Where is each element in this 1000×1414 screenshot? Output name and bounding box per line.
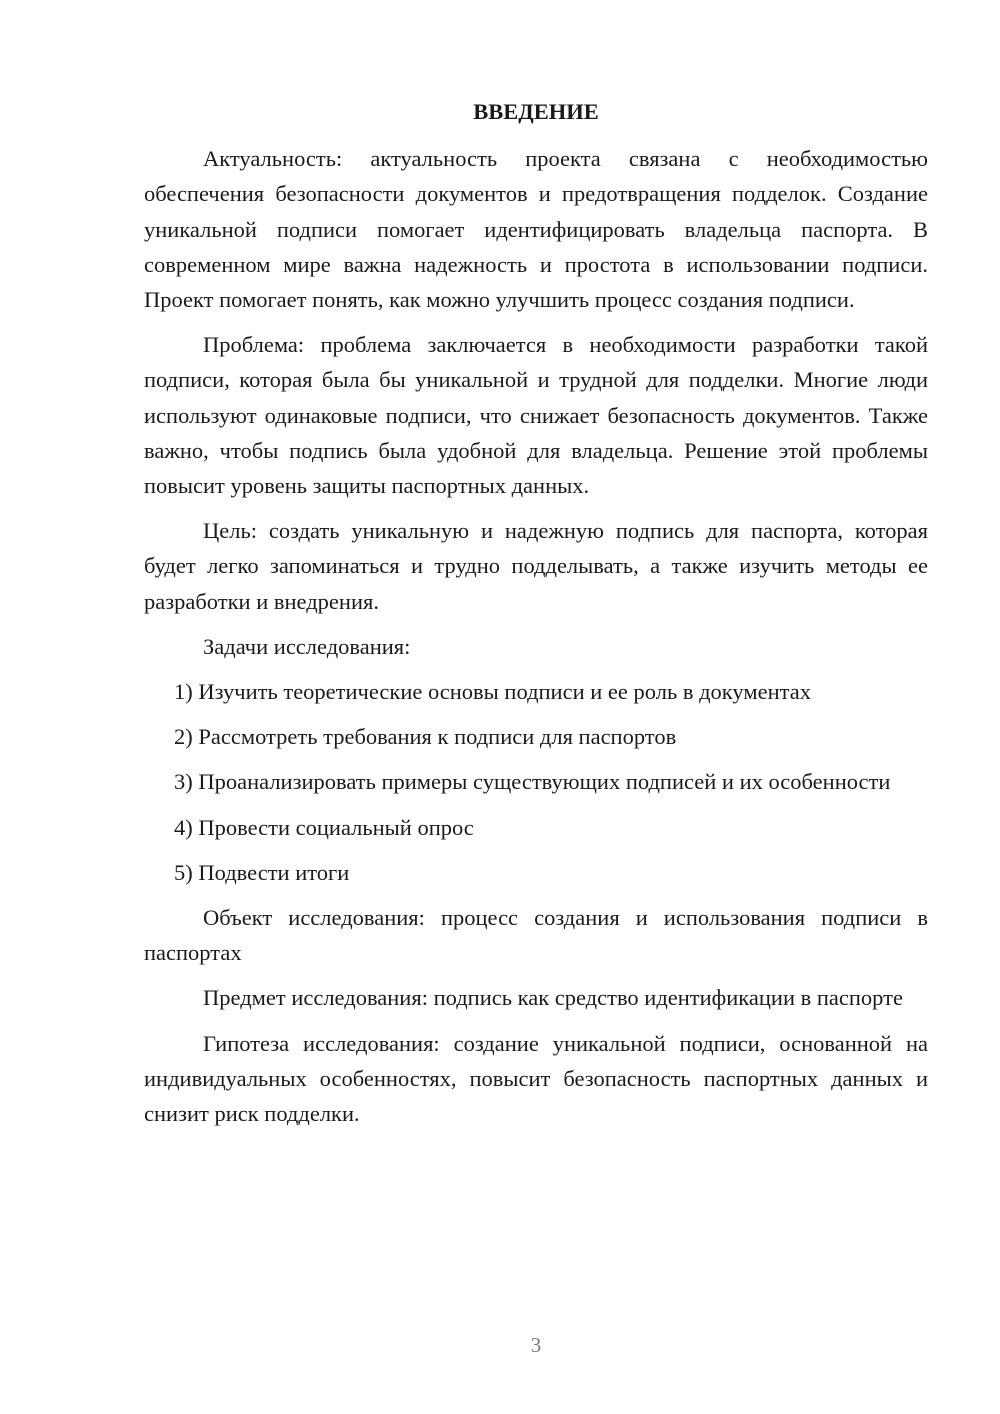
section-heading: ВВЕДЕНИЕ [473, 99, 599, 124]
task-item-1: 1) Изучить теоретические основы подписи и ее роль в документах [174, 679, 811, 705]
task-item-2: 2) Рассмотреть требования к подписи для паспортов [174, 724, 677, 750]
task-item-5: 5) Подвести итоги [174, 859, 350, 885]
object-paragraph: Объект исследования: процесс создания и использования подписи в паспортах [144, 905, 928, 966]
page-number: 3 [530, 1333, 542, 1357]
subject-paragraph: Предмет исследования: подпись как средство идентификации в паспорте [203, 985, 903, 1011]
task-item-4: 4) Провести социальный опрос [174, 814, 474, 840]
relevance-paragraph: Актуальность: актуальность проекта связана с необходимостью обеспечения безопасности документов и предотвращения подделок. Создание уникальной подписи помогает идентифицировать владельца паспорта. В современном мире важна надежность и простота в использовании подписи. Проект помогает понять, как можно улучшить процесс создания подписи. [144, 146, 928, 313]
tasks-title: Задачи исследования: [203, 633, 411, 659]
page-content [144, 94, 928, 1141]
task-item-3: 3) Проанализировать примеры существующих подписей и их особенности [174, 769, 891, 795]
hypothesis-paragraph: Гипотеза исследования: создание уникальной подписи, основанной на индивидуальных особенностях, повысит безопасность паспортных данных и снизит риск подделки. [144, 1030, 928, 1127]
problem-paragraph: Проблема: проблема заключается в необходимости разработки такой подписи, которая была бы уникальной и трудной для подделки. Многие люди используют одинаковые подписи, что снижает безопасность документов. Также важно, чтобы подпись была удобной для владельца. Решение этой проблемы повысит уровень защиты паспортных данных. [144, 332, 928, 499]
goal-paragraph: Цель: создать уникальную и надежную подпись для паспорта, которая будет легко запоминаться и трудно подделывать, а также изучить методы ее разработки и внедрения. [144, 518, 928, 614]
